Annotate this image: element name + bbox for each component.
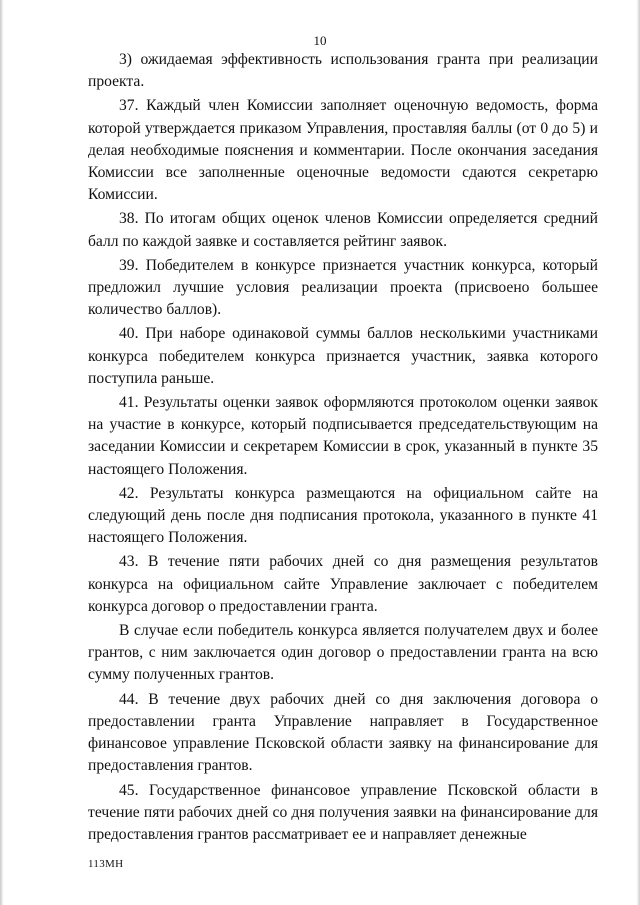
paragraph-39: 39. Победителем в конкурсе признается участник конкурса, который предложил лучшие условия реализации проекта (присвоено большее количество баллов).: [88, 256, 598, 319]
paragraph-38: 38. По итогам общих оценок членов Комиссии определяется средний балл по каждой заявке и составляется рейтинг заявок.: [88, 210, 598, 250]
page-number: 10: [313, 33, 327, 48]
paragraph-43-continuation: В случае если победитель конкурса является получателем двух и более грантов, с ним заключается один договор о предоставлении гранта на всю сумму полученных грантов.: [88, 622, 598, 684]
document-body: [88, 49, 598, 848]
paragraph-42: 42. Результаты конкурса размещаются на официальном сайте на следующий день после дня подписания протокола, указанного в пункте 41 настоящего Положения.: [88, 484, 598, 547]
scan-edge-left: [0, 0, 3, 905]
document-code: 113МН: [88, 858, 124, 870]
paragraph-44: 44. В течение двух рабочих дней со дня заключения договора о предоставлении гранта Управление направляет в Государственное финансовое управление Псковской области заявку на финансирование для предоставления грантов.: [88, 690, 598, 775]
paragraph-45: 45. Государственное финансовое управление Псковской области в течение пяти рабочих дней со дня получения заявки на финансирование для предоставления грантов рассматривает ее и направляет денежные: [88, 781, 598, 843]
paragraph-43: 43. В течение пяти рабочих дней со дня размещения результатов конкурса на официальном сайте Управление заключает с победителем конкурса договор о предоставлении гранта.: [88, 553, 598, 615]
paragraph-40: 40. При наборе одинаковой суммы баллов несколькими участниками конкурса победителем конкурса признается участник, заявка которого поступила раньше.: [88, 325, 598, 387]
paragraph-41: 41. Результаты оценки заявок оформляются протоколом оценки заявок на участие в конкурсе, который подписывается председательствующим на заседании Комиссии и секретарем Комиссии в срок, указанный в пункте 35 настоящего Положения.: [88, 394, 598, 478]
paragraph-37: 37. Каждый член Комиссии заполняет оценочную ведомость, форма которой утверждается приказом Управления, проставляя баллы (от 0 до 5) и делая необходимые пояснения и комментарии. После окончания заседания Комиссии все заполненные оценочные ведомости сдаются секретарю Комиссии.: [88, 97, 598, 204]
paragraph-item-3: 3) ожидаемая эффективность использования гранта при реализации проекта.: [88, 51, 598, 91]
